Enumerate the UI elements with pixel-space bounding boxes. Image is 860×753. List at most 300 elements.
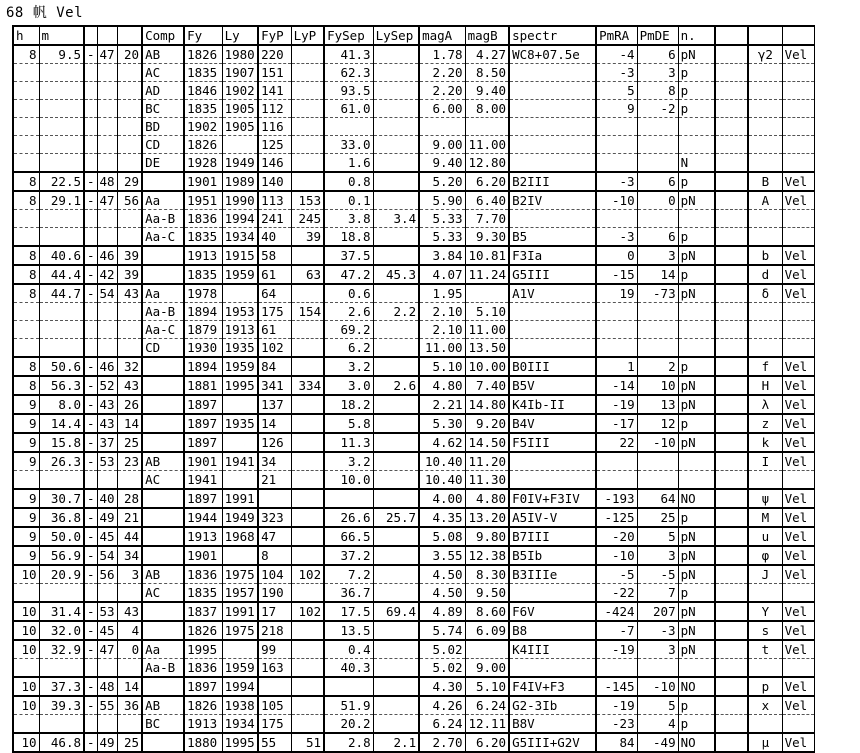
column-header: LySep (373, 26, 419, 45)
table-cell: 9 (13, 452, 39, 471)
table-row (13, 136, 814, 154)
table-cell: 10.0 (324, 471, 373, 490)
table-cell (222, 395, 258, 414)
table-cell: 32 (117, 357, 142, 376)
table-row (13, 546, 814, 565)
table-cell: 10 (13, 696, 39, 715)
table-cell: λ (748, 395, 782, 414)
table-cell (715, 677, 748, 696)
table-cell: 1913 (184, 527, 222, 546)
table-cell: 2.2 (373, 303, 419, 321)
table-cell (84, 100, 97, 118)
table-cell: 1995 (222, 733, 258, 752)
table-cell (509, 659, 596, 678)
table-row (13, 154, 814, 173)
table-cell (715, 45, 748, 64)
table-cell (13, 321, 39, 339)
table-cell (84, 64, 97, 82)
table-row (13, 395, 814, 414)
table-cell: -14 (596, 376, 637, 395)
double-star-table (12, 25, 815, 753)
table-cell: 116 (258, 118, 291, 136)
table-cell: 13.20 (465, 508, 509, 527)
table-cell: pN (678, 433, 715, 452)
table-cell (509, 210, 596, 228)
table-cell: B3IIIe (509, 565, 596, 584)
table-cell (596, 118, 637, 136)
table-cell: 4.07 (419, 265, 465, 284)
table-cell: 104 (258, 565, 291, 584)
table-cell: 102 (291, 565, 324, 584)
table-cell (324, 118, 373, 136)
table-cell: -73 (637, 284, 678, 303)
table-row (13, 303, 814, 321)
table-cell: 47 (97, 640, 117, 659)
table-cell (373, 321, 419, 339)
table-cell (117, 321, 142, 339)
table-cell: 1978 (184, 284, 222, 303)
table-cell: 37 (97, 433, 117, 452)
table-cell: 1897 (184, 677, 222, 696)
table-cell: 4.00 (419, 489, 465, 508)
table-cell: - (84, 45, 97, 64)
table-cell (678, 210, 715, 228)
table-cell: 6.09 (465, 621, 509, 640)
table-cell: 11.30 (465, 471, 509, 490)
table-cell: B7III (509, 527, 596, 546)
table-cell: 4.62 (419, 433, 465, 452)
table-cell: 220 (258, 45, 291, 64)
table-cell: 61 (258, 265, 291, 284)
table-cell: 10 (13, 565, 39, 584)
table-cell (291, 452, 324, 471)
table-cell: 17.5 (324, 602, 373, 621)
table-cell: 40.6 (39, 246, 84, 265)
table-cell (373, 546, 419, 565)
table-cell: 6 (637, 228, 678, 247)
table-cell: 1959 (222, 357, 258, 376)
table-cell (509, 452, 596, 471)
table-cell: 9.5 (39, 45, 84, 64)
table-cell: 1913 (184, 246, 222, 265)
table-cell: 29.1 (39, 191, 84, 210)
table-cell: 34 (117, 546, 142, 565)
table-cell: 8 (13, 376, 39, 395)
table-cell (84, 210, 97, 228)
table-cell: Vel (782, 565, 814, 584)
column-header: magB (465, 26, 509, 45)
table-cell (39, 339, 84, 358)
table-cell (142, 677, 184, 696)
table-cell: 10.40 (419, 471, 465, 490)
table-cell: 102 (258, 339, 291, 358)
table-cell: - (84, 172, 97, 191)
table-cell (637, 452, 678, 471)
table-row (13, 527, 814, 546)
table-cell: 15.8 (39, 433, 84, 452)
table-cell: 9 (13, 489, 39, 508)
table-cell: pN (678, 546, 715, 565)
table-cell: 51 (291, 733, 324, 752)
table-cell: 3 (637, 64, 678, 82)
table-cell (97, 228, 117, 247)
table-cell (13, 210, 39, 228)
table-cell (715, 321, 748, 339)
table-cell: B5V (509, 376, 596, 395)
table-cell (596, 452, 637, 471)
table-cell: 2.6 (324, 303, 373, 321)
table-cell (715, 395, 748, 414)
table-cell: Aa (142, 284, 184, 303)
table-cell: Vel (782, 452, 814, 471)
table-cell: 1938 (222, 696, 258, 715)
table-cell: 8 (13, 284, 39, 303)
table-cell: 44 (117, 527, 142, 546)
table-cell: 28 (117, 489, 142, 508)
table-cell: 54 (97, 546, 117, 565)
table-cell (715, 246, 748, 265)
table-cell: -10 (596, 546, 637, 565)
table-cell (97, 136, 117, 154)
table-cell (782, 136, 814, 154)
table-cell: 1980 (222, 45, 258, 64)
table-cell (97, 584, 117, 603)
table-cell (373, 395, 419, 414)
table-cell (715, 471, 748, 490)
table-cell (782, 471, 814, 490)
table-cell: 48 (97, 677, 117, 696)
table-row (13, 172, 814, 191)
table-cell: 126 (258, 433, 291, 452)
table-cell: 29 (117, 172, 142, 191)
table-cell (84, 584, 97, 603)
table-cell (117, 64, 142, 82)
column-header: Fy (184, 26, 222, 45)
table-cell (782, 339, 814, 358)
table-cell (373, 471, 419, 490)
table-cell: 56.3 (39, 376, 84, 395)
table-cell: -19 (596, 640, 637, 659)
table-cell: - (84, 395, 97, 414)
table-cell: 21 (258, 471, 291, 490)
table-cell: 31.4 (39, 602, 84, 621)
table-cell: Vel (782, 376, 814, 395)
table-cell (142, 433, 184, 452)
table-cell: 1949 (222, 508, 258, 527)
table-cell (715, 733, 748, 752)
table-cell: x (748, 696, 782, 715)
table-cell (748, 64, 782, 82)
table-cell: - (84, 414, 97, 433)
table-cell: 33.0 (324, 136, 373, 154)
table-row (13, 715, 814, 734)
table-cell: 47 (258, 527, 291, 546)
table-cell (373, 118, 419, 136)
table-cell: 241 (258, 210, 291, 228)
table-cell (748, 82, 782, 100)
table-cell: Vel (782, 357, 814, 376)
table-cell: 8 (258, 546, 291, 565)
table-cell (782, 64, 814, 82)
table-cell (324, 489, 373, 508)
table-cell: u (748, 527, 782, 546)
table-cell (782, 584, 814, 603)
table-cell: 9 (13, 433, 39, 452)
table-cell (748, 715, 782, 734)
table-cell: 7 (637, 584, 678, 603)
table-cell: p (678, 228, 715, 247)
table-cell: 1928 (184, 154, 222, 173)
table-cell: DE (142, 154, 184, 173)
table-cell: 175 (258, 303, 291, 321)
table-cell: 1835 (184, 584, 222, 603)
column-header: h (13, 26, 39, 45)
table-cell (222, 471, 258, 490)
table-cell (39, 659, 84, 678)
table-cell: 4.26 (419, 696, 465, 715)
table-cell: pN (678, 284, 715, 303)
table-cell: pN (678, 621, 715, 640)
table-cell: 5.30 (419, 414, 465, 433)
table-cell (715, 621, 748, 640)
table-cell (715, 565, 748, 584)
table-cell: 1.78 (419, 45, 465, 64)
table-cell: 1 (596, 357, 637, 376)
table-cell: A (748, 191, 782, 210)
column-header (84, 26, 97, 45)
table-cell (596, 154, 637, 173)
column-header (117, 26, 142, 45)
table-cell: 84 (596, 733, 637, 752)
table-cell: 5.90 (419, 191, 465, 210)
table-cell: Aa (142, 191, 184, 210)
table-cell (782, 321, 814, 339)
table-cell: 56 (117, 191, 142, 210)
table-cell (373, 172, 419, 191)
table-cell: p (678, 82, 715, 100)
table-cell: 51.9 (324, 696, 373, 715)
table-cell: 1897 (184, 414, 222, 433)
column-header (97, 26, 117, 45)
table-cell: 43 (117, 376, 142, 395)
table-cell: 4.80 (465, 489, 509, 508)
table-cell (142, 246, 184, 265)
column-header: spectr (509, 26, 596, 45)
table-cell (291, 395, 324, 414)
table-cell: 41.3 (324, 45, 373, 64)
table-cell (509, 471, 596, 490)
table-cell (373, 696, 419, 715)
table-cell (39, 228, 84, 247)
table-cell (291, 118, 324, 136)
table-cell: G2-3Ib (509, 696, 596, 715)
table-cell: Aa-B (142, 210, 184, 228)
table-cell: 6.2 (324, 339, 373, 358)
table-cell: -19 (596, 395, 637, 414)
table-cell: 1835 (184, 228, 222, 247)
table-cell (291, 100, 324, 118)
table-cell: 25 (117, 733, 142, 752)
table-cell: pN (678, 527, 715, 546)
table-cell: 1902 (222, 82, 258, 100)
table-cell (97, 321, 117, 339)
table-cell: 153 (291, 191, 324, 210)
table-cell: 9 (13, 508, 39, 527)
table-cell (715, 508, 748, 527)
table-cell: 2.70 (419, 733, 465, 752)
table-cell: 46 (97, 246, 117, 265)
table-cell (509, 136, 596, 154)
table-cell (97, 154, 117, 173)
table-cell: 39 (291, 228, 324, 247)
table-cell (117, 210, 142, 228)
table-cell (291, 284, 324, 303)
table-cell (748, 659, 782, 678)
table-cell (373, 191, 419, 210)
table-cell (748, 584, 782, 603)
table-cell: - (84, 602, 97, 621)
table-cell (748, 339, 782, 358)
table-cell: 3.2 (324, 452, 373, 471)
table-cell: - (84, 452, 97, 471)
table-cell: 18.2 (324, 395, 373, 414)
table-cell: Aa-B (142, 303, 184, 321)
table-cell (715, 546, 748, 565)
table-cell: -2 (637, 100, 678, 118)
table-cell: - (84, 191, 97, 210)
table-cell: 22 (596, 433, 637, 452)
table-cell: 0.4 (324, 640, 373, 659)
table-cell (291, 136, 324, 154)
table-cell (117, 339, 142, 358)
table-cell (291, 321, 324, 339)
table-cell (222, 640, 258, 659)
table-cell: 1.95 (419, 284, 465, 303)
table-cell (13, 228, 39, 247)
table-row (13, 696, 814, 715)
table-cell: 49 (97, 508, 117, 527)
table-cell: Vel (782, 265, 814, 284)
table-cell: B0III (509, 357, 596, 376)
table-cell: 1944 (184, 508, 222, 527)
table-cell (748, 303, 782, 321)
table-cell (373, 82, 419, 100)
table-cell (373, 339, 419, 358)
table-cell: 46 (97, 357, 117, 376)
table-cell: - (84, 284, 97, 303)
table-cell (84, 82, 97, 100)
table-cell (509, 100, 596, 118)
table-cell (373, 228, 419, 247)
table-row (13, 64, 814, 82)
table-cell: 49 (97, 733, 117, 752)
table-row (13, 452, 814, 471)
table-cell: 341 (258, 376, 291, 395)
table-cell: 5.8 (324, 414, 373, 433)
table-cell: 25 (637, 508, 678, 527)
table-cell: 64 (637, 489, 678, 508)
table-cell: 40 (258, 228, 291, 247)
table-cell (291, 508, 324, 527)
table-cell: Vel (782, 414, 814, 433)
table-cell (373, 527, 419, 546)
table-cell: 39.3 (39, 696, 84, 715)
table-cell (13, 715, 39, 734)
table-cell: - (84, 265, 97, 284)
table-cell: 1826 (184, 696, 222, 715)
table-cell (373, 64, 419, 82)
table-cell: 163 (258, 659, 291, 678)
table-cell: - (84, 621, 97, 640)
table-cell (373, 433, 419, 452)
table-cell: 44.4 (39, 265, 84, 284)
table-cell: 39 (117, 246, 142, 265)
table-cell: s (748, 621, 782, 640)
table-cell: 20 (117, 45, 142, 64)
table-cell (715, 696, 748, 715)
table-cell (373, 246, 419, 265)
table-cell (291, 414, 324, 433)
table-cell: 3 (117, 565, 142, 584)
table-cell: F0IV+F3IV (509, 489, 596, 508)
table-cell: -3 (596, 64, 637, 82)
table-cell (596, 303, 637, 321)
table-cell: - (84, 677, 97, 696)
table-cell: 10 (13, 640, 39, 659)
table-cell: 12.38 (465, 546, 509, 565)
table-cell (373, 100, 419, 118)
table-cell: ψ (748, 489, 782, 508)
table-cell (84, 118, 97, 136)
table-cell: Vel (782, 677, 814, 696)
table-cell (373, 357, 419, 376)
table-row (13, 640, 814, 659)
table-cell (373, 677, 419, 696)
table-cell (142, 508, 184, 527)
table-cell (291, 640, 324, 659)
table-cell: d (748, 265, 782, 284)
table-cell (782, 210, 814, 228)
table-cell: - (84, 733, 97, 752)
table-cell: p (678, 357, 715, 376)
table-cell: 9 (13, 395, 39, 414)
table-cell: -7 (596, 621, 637, 640)
table-cell (222, 433, 258, 452)
table-cell: Vel (782, 640, 814, 659)
table-cell (117, 118, 142, 136)
table-cell (258, 677, 291, 696)
table-cell: 14 (117, 414, 142, 433)
table-cell: 3.8 (324, 210, 373, 228)
table-cell: 26.3 (39, 452, 84, 471)
table-cell (291, 659, 324, 678)
table-cell (373, 584, 419, 603)
table-cell (373, 640, 419, 659)
table-cell (117, 659, 142, 678)
table-cell: 1836 (184, 659, 222, 678)
table-cell (715, 489, 748, 508)
table-cell: 20.2 (324, 715, 373, 734)
table-cell: 8.00 (465, 100, 509, 118)
table-cell: 13.50 (465, 339, 509, 358)
table-cell: CD (142, 136, 184, 154)
table-cell: Vel (782, 395, 814, 414)
table-cell: 5 (637, 527, 678, 546)
table-cell: 12 (637, 414, 678, 433)
table-cell: G5III+G2V (509, 733, 596, 752)
table-cell (291, 621, 324, 640)
table-cell: Vel (782, 45, 814, 64)
